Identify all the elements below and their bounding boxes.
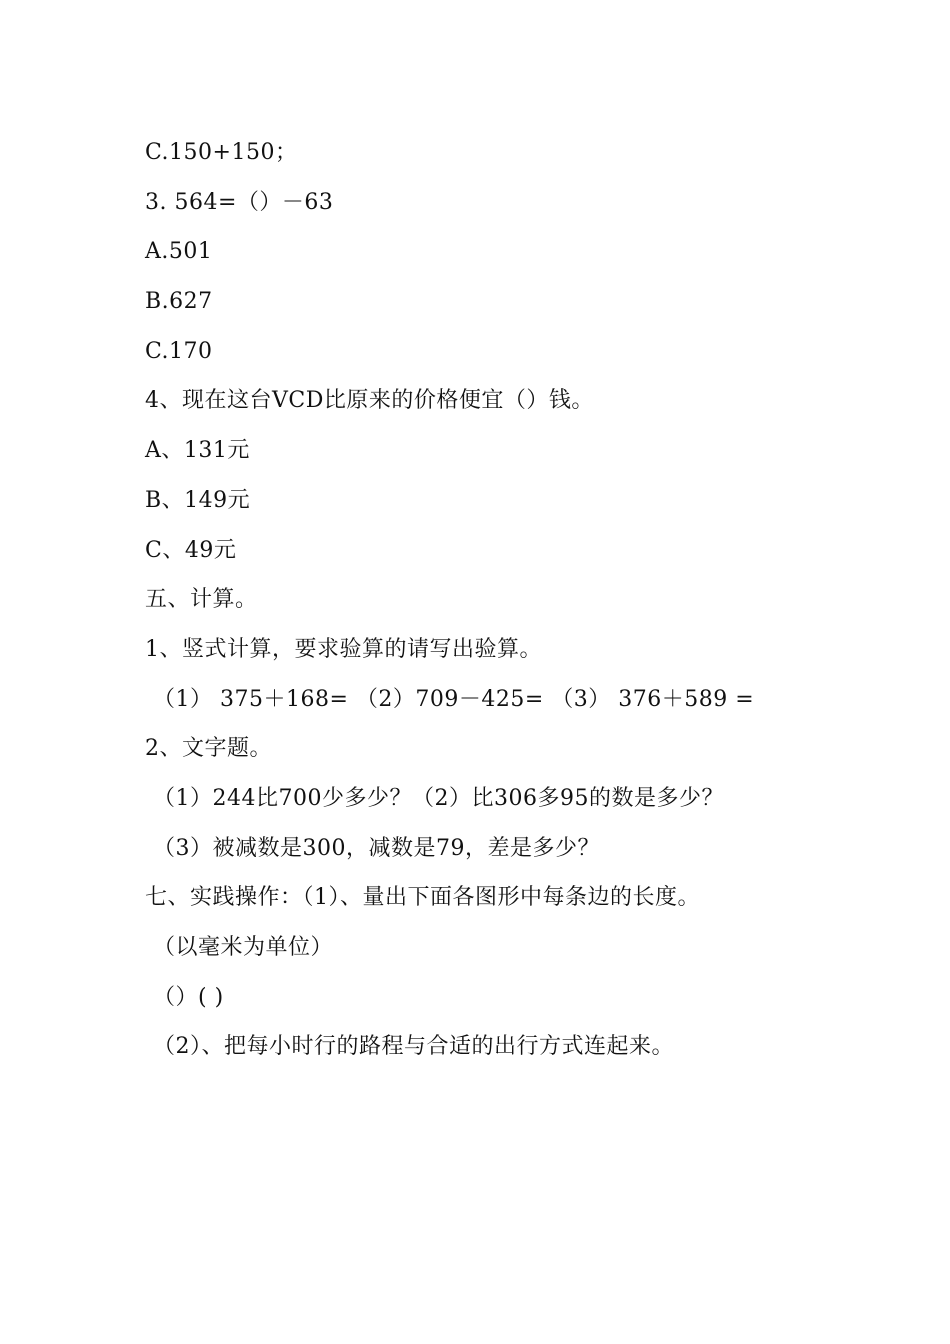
- option-a-line: A、131元: [145, 438, 250, 464]
- option-b-line: B.627: [145, 289, 213, 315]
- instruction-line: （2）、把每小时行的路程与合适的出行方式连起来。: [153, 1034, 674, 1060]
- option-c-line: C.170: [145, 338, 213, 364]
- word-problem-line: （1）244比700少多少？（2）比306多95的数是多少？: [153, 785, 724, 811]
- instruction-note: （以毫米为单位）: [153, 935, 334, 960]
- option-a-line: A.501: [145, 239, 213, 265]
- document-body: [145, 136, 905, 1080]
- option-b-line: B、149元: [145, 487, 251, 513]
- section-heading: 七、实践操作：（1）、量出下面各图形中每条边的长度。: [145, 885, 700, 911]
- answer-blanks: （）( ): [153, 984, 224, 1010]
- question-heading: 1、竖式计算，要求验算的请写出验算。: [145, 636, 542, 662]
- option-c-line: C、49元: [145, 537, 237, 563]
- word-problem-line: （3）被减数是300，减数是79，差是多少？: [153, 835, 600, 861]
- section-heading: 五、计算。: [145, 587, 258, 613]
- question-4-line: 4、现在这台VCD比原来的价格便宜（）钱。: [145, 388, 594, 414]
- question-3-line: 3. 564=（）－63: [145, 189, 334, 215]
- option-c-line: C.150+150；: [145, 140, 298, 165]
- question-heading: 2、文字题。: [145, 736, 272, 762]
- calculation-items: （1） 375＋168= （2）709－425= （3） 376＋589 =: [153, 686, 755, 712]
